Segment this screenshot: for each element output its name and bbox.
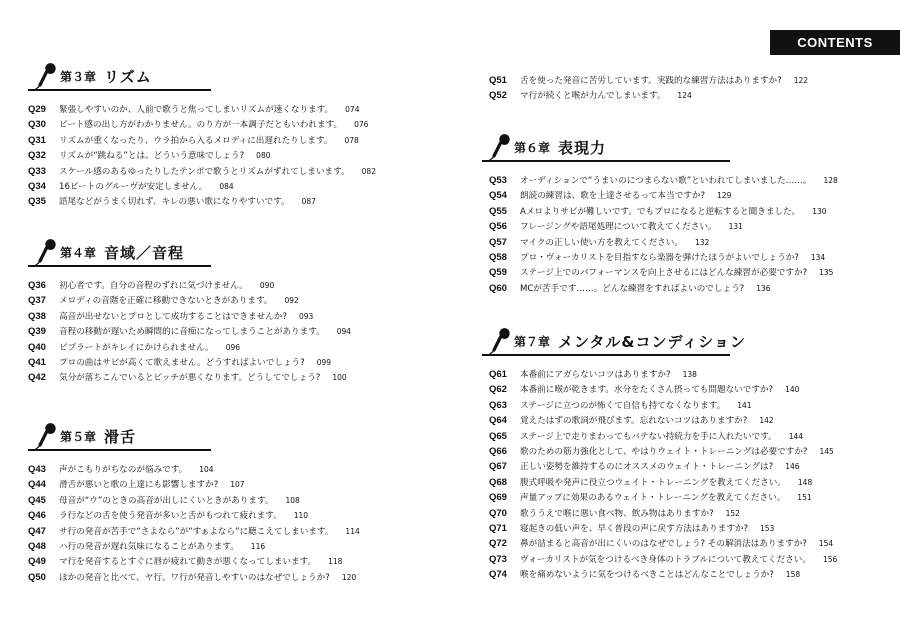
microphone-icon: [489, 327, 511, 355]
question-number: Q43: [28, 464, 46, 475]
question-text: プロの曲はサビが高くて歌えません。どうすればよいでしょう?: [59, 357, 305, 368]
microphone-icon: [35, 62, 57, 90]
toc-entry: [489, 281, 838, 296]
chapter-heading: [28, 236, 351, 270]
toc-entry: [28, 179, 376, 194]
question-text: 寝起きの低い声を、早く普段の声に戻す方法はありますか?: [520, 523, 748, 534]
question-number: Q61: [489, 369, 507, 380]
toc-entry: [489, 188, 838, 203]
question-number: Q70: [489, 507, 507, 519]
question-text: 母音が“ウ”のときの高音が出しにくいときがあります。: [59, 495, 274, 506]
toc-entry: [489, 382, 837, 397]
question-text: 腹式呼吸や発声に役立つウェイト・トレーニングを教えてください。: [520, 477, 786, 488]
question-text: 喉を痛めないように気をつけるべきことはどんなことでしょうか?: [520, 570, 774, 581]
toc-entry: [28, 324, 351, 339]
question-number: Q72: [489, 538, 507, 550]
toc-entry: [489, 367, 837, 382]
question-number: Q59: [489, 267, 507, 279]
question-text: マ行が続くと喉が力んでしまいます。: [520, 91, 666, 102]
question-list: [28, 462, 360, 585]
toc-entry: [489, 413, 837, 428]
page-number: 082: [361, 166, 376, 176]
page-number: 116: [250, 541, 266, 551]
question-number: Q71: [489, 522, 507, 534]
chapter-heading: [28, 420, 360, 454]
question-number: Q62: [489, 384, 507, 396]
page-number: 136: [756, 283, 771, 293]
question-number: Q67: [489, 461, 507, 473]
heading-rule: [482, 160, 730, 162]
chapter-section: [482, 325, 837, 582]
question-number: Q42: [28, 372, 46, 384]
toc-entry: [28, 477, 360, 492]
toc-entry: [489, 398, 837, 413]
toc-entry: [28, 102, 376, 117]
page-number: 153: [760, 523, 775, 533]
toc-entry: [28, 194, 376, 209]
heading-rule: [482, 354, 730, 356]
question-number: Q51: [489, 75, 507, 86]
question-text: ハ行の発音が遅れ気味になることがあります。: [59, 541, 239, 552]
question-text: 気分が落ちこんでいるとピッチが悪くなります。どうしてでしょう?: [59, 373, 321, 384]
toc-entry: [489, 475, 837, 490]
question-number: Q54: [489, 190, 507, 202]
question-text: 歌のための筋力強化として、やはりウェイト・トレーニングは必要ですか?: [520, 446, 808, 457]
page-number: 138: [682, 370, 697, 379]
toc-entry: [28, 355, 351, 370]
question-text: 声量アップに効果のあるウェイト・トレーニングを教えてください。: [520, 493, 786, 504]
question-number: Q47: [28, 525, 46, 537]
question-text: 滑舌が悪いと歌の上達にも影響しますか?: [59, 480, 219, 491]
toc-entry: [489, 567, 837, 582]
toc-entry: [489, 490, 837, 505]
question-text: マ行を発音するとすぐに唇が疲れて動きが悪くなってしまいます。: [59, 557, 317, 568]
chapter-title: リズム: [104, 68, 152, 86]
question-number: Q68: [489, 476, 507, 488]
question-number: Q65: [489, 430, 507, 442]
chapter-section: [482, 131, 838, 296]
question-number: Q64: [489, 415, 507, 427]
page-number: 156: [823, 554, 838, 564]
toc-entry: [28, 570, 360, 585]
toc-entry: [28, 539, 360, 554]
page-number: 135: [819, 268, 834, 278]
page-number: 092: [284, 296, 299, 306]
toc-entry: [28, 148, 376, 163]
toc-entry: [28, 524, 360, 539]
page-number: 144: [788, 431, 804, 441]
chapter-heading: [28, 60, 376, 94]
question-number: Q49: [28, 556, 46, 568]
question-number: Q52: [489, 90, 507, 102]
question-number: Q57: [489, 236, 507, 248]
page-number: 096: [225, 342, 241, 352]
question-number: Q32: [28, 150, 46, 162]
chapter-number: 第６章: [514, 141, 551, 155]
page-number: 154: [818, 539, 834, 549]
page-number: 158: [785, 570, 801, 580]
page-number: 090: [259, 281, 275, 290]
question-text: MCが苦手です……。どんな練習をすればよいのでしょう?: [520, 283, 745, 294]
page-number: 080: [256, 151, 271, 161]
question-number: Q41: [28, 356, 46, 368]
page-number: 104: [199, 465, 214, 474]
toc-entry: [489, 429, 837, 444]
toc-entry: [489, 219, 838, 234]
toc-entry: [489, 459, 837, 474]
page-number: 122: [793, 76, 809, 85]
question-number: Q53: [489, 175, 507, 186]
question-text: スケール感のあるゆったりしたテンポで歌うとリズムがずれてしまいます。: [59, 166, 350, 177]
question-number: Q44: [28, 479, 46, 491]
question-text: 高音が出せないとプロとして成功することはできませんか?: [59, 311, 287, 322]
page-number: 093: [299, 311, 314, 321]
toc-entry: [28, 340, 351, 355]
page-number: 084: [219, 181, 234, 191]
question-text: 正しい姿勢を維持するのにオススメのウェイト・トレーニングは?: [520, 462, 774, 473]
question-number: Q29: [28, 104, 46, 115]
question-text: ステージに立つのが怖くて自信も持てなくなります。: [520, 400, 726, 411]
page-number: 151: [797, 493, 812, 503]
question-text: 初心者です。自分の音程のずれに気づけません。: [59, 281, 248, 291]
question-text: オーディションで“うまいのにつまらない歌”といわれてしまいました……。: [520, 176, 812, 186]
question-number: Q38: [28, 310, 46, 322]
question-number: Q66: [489, 445, 507, 457]
question-text: マイクの正しい使い方を教えてください。: [520, 237, 683, 248]
question-number: Q31: [28, 134, 46, 146]
toc-entry: [489, 235, 838, 250]
question-text: ビブラートがキレイにかけられません。: [59, 342, 214, 353]
page-number: 107: [230, 480, 245, 490]
question-number: Q34: [28, 180, 46, 192]
question-text: プロ・ヴォーカリストを目指すなら楽器を弾けたほうがよいでしょうか?: [520, 252, 799, 263]
toc-entry: [489, 88, 808, 103]
page-number: 118: [328, 557, 343, 567]
toc-entry: [28, 278, 351, 293]
chapter-number: 第７章: [514, 335, 551, 349]
toc-entry: [28, 370, 351, 385]
page-number: 099: [316, 357, 332, 367]
toc-entry: [489, 552, 837, 567]
question-text: 本番前に喉が乾きます。水分をたくさん摂っても問題ないですか?: [520, 385, 774, 396]
toc-entry: [28, 309, 351, 324]
toc-entry: [489, 173, 838, 188]
page-number: 141: [737, 400, 752, 410]
page-number: 087: [301, 197, 316, 207]
question-text: 音程の移動が遅いため瞬間的に音痴になってしまうことがあります。: [59, 327, 325, 338]
toc-entry: [489, 444, 837, 459]
toc-entry: [28, 117, 376, 132]
question-list: [489, 367, 837, 582]
page-number: 134: [810, 252, 826, 262]
question-list: [489, 173, 838, 296]
question-number: Q74: [489, 569, 507, 581]
question-text: ラ行などの舌を使う発音が多いと舌がもつれて疲れます。: [59, 511, 282, 522]
question-list: [28, 278, 351, 386]
question-text: ヴォーカリストが気をつけるべき身体のトラブルについて教えてください。: [520, 554, 811, 565]
chapter-section: [28, 420, 360, 585]
chapter-heading: [482, 131, 838, 165]
question-text: リズムが重くなったり、ウラ拍から入るメロディに出遅れたりします。: [59, 135, 333, 146]
question-text: 声がこもりがちなのが悩みです。: [59, 465, 188, 475]
toc-entry: [28, 133, 376, 148]
question-text: 16ビートのグルーヴが安定しません。: [59, 181, 208, 192]
question-number: Q55: [489, 205, 507, 217]
question-text: リズムが“跳ねる”とは、どういう意味でしょう?: [59, 151, 245, 162]
toc-entry: [28, 293, 351, 308]
page-number: 129: [717, 191, 732, 201]
page-number: 094: [336, 327, 352, 337]
page-number: 146: [785, 462, 800, 472]
continued-list: [489, 73, 808, 104]
question-number: Q39: [28, 326, 46, 338]
chapter-number: 第５章: [60, 430, 97, 444]
question-number: Q63: [489, 399, 507, 411]
question-text: 歌ううえで喉に悪い食べ物、飲み物はありますか?: [520, 508, 714, 519]
question-text: 語尾などがうまく切れず、キレの悪い歌になりやすいです。: [59, 197, 290, 208]
toc-entry: [489, 506, 837, 521]
heading-rule: [28, 89, 211, 91]
page-number: 108: [285, 495, 300, 505]
question-number: Q46: [28, 510, 46, 522]
question-number: Q35: [28, 196, 46, 208]
toc-entry: [28, 554, 360, 569]
toc-entry: [489, 73, 808, 88]
page-number: 130: [812, 206, 827, 216]
page-number: 128: [823, 176, 838, 185]
page-number: 152: [725, 508, 740, 518]
page-number: 074: [345, 105, 360, 114]
question-number: Q36: [28, 280, 46, 291]
chapter-heading: [482, 325, 837, 359]
page-number: 124: [677, 91, 692, 101]
heading-rule: [28, 265, 211, 267]
microphone-icon: [35, 422, 57, 450]
heading-rule: [28, 449, 211, 451]
chapter-section: [28, 60, 376, 210]
question-number: Q48: [28, 540, 46, 552]
question-text: 緊張しやすいのか、人前で歌うと焦ってしまいリズムが速くなります。: [59, 105, 334, 115]
question-text: ステージ上でのパフォーマンスを向上させるにはどんな練習が必要ですか?: [520, 268, 808, 279]
question-text: ステージ上で走りまわってもバテない持続力を手に入れたいです。: [520, 431, 777, 442]
chapter-number: 第４章: [60, 246, 97, 260]
chapter-section: [28, 236, 351, 386]
question-text: ビート感の出し方がわかりません。のり方が一本調子だともいわれます。: [59, 120, 343, 131]
question-text: ほかの発音と比べて、ヤ行、ワ行が発音しやすいのはなぜでしょうか?: [59, 572, 330, 583]
question-text: 覚えたはずの歌詞が飛びます。忘れないコツはありますか?: [520, 416, 748, 427]
toc-entry: [489, 536, 837, 551]
question-number: Q50: [28, 571, 46, 583]
question-number: Q30: [28, 119, 46, 131]
question-text: 舌を使った発音に苦労しています。実践的な練習方法はありますか?: [520, 76, 782, 86]
page-number: 078: [344, 135, 359, 145]
question-text: サ行の発音が苦手で“さよなら”が“すぁよなら”に聴こえてしまいます。: [59, 526, 334, 537]
chapter-title: 滑舌: [104, 428, 137, 446]
toc-entry: [28, 493, 360, 508]
toc-entry: [489, 204, 838, 219]
question-number: Q37: [28, 295, 46, 307]
question-text: 朗読の練習は、歌を上達させるって本当ですか?: [520, 191, 706, 202]
chapter-title: 表現力: [558, 139, 607, 157]
page-number: 076: [354, 120, 369, 130]
page-number: 142: [759, 416, 774, 426]
question-text: 本番前にアガらないコツはありますか?: [520, 370, 671, 380]
toc-entry: [28, 164, 376, 179]
toc-entry: [489, 265, 838, 280]
question-number: Q33: [28, 165, 46, 177]
question-number: Q56: [489, 221, 507, 233]
question-number: Q45: [28, 494, 46, 506]
toc-entry: [28, 462, 360, 477]
question-text: フレージングや語尾処理について教えてください。: [520, 222, 717, 233]
contents-badge: CONTENTS: [770, 30, 900, 55]
page-number: 132: [694, 237, 710, 247]
page-number: 131: [728, 222, 743, 232]
page-number: 148: [797, 477, 813, 487]
chapter-number: 第３章: [60, 70, 97, 84]
microphone-icon: [489, 133, 511, 161]
page-number: 140: [785, 385, 800, 395]
question-number: Q40: [28, 341, 46, 353]
microphone-icon: [35, 238, 57, 266]
question-number: Q69: [489, 492, 507, 504]
toc-entry: [28, 508, 360, 523]
question-text: メロディの音階を正確に移動できないときがあります。: [59, 296, 273, 307]
question-number: Q73: [489, 553, 507, 565]
chapter-title: 音域／音程: [104, 244, 185, 262]
page-number: 110: [293, 511, 309, 521]
page-number: 114: [345, 526, 360, 536]
toc-entry: [489, 250, 838, 265]
question-number: Q58: [489, 251, 507, 263]
question-text: Aメロよりサビが難しいです。でもプロになると逆転すると聞きました。: [520, 206, 801, 217]
question-list: [28, 102, 376, 210]
page-number: 120: [341, 572, 357, 582]
question-text: 鼻が詰まると高音が出にくいのはなぜでしょう? その解消法はありますか?: [520, 539, 807, 550]
chapter-title: メンタル&コンディション: [558, 333, 746, 351]
question-number: Q60: [489, 282, 507, 294]
page-number: 145: [819, 446, 834, 456]
toc-entry: [489, 521, 837, 536]
page-number: 100: [332, 373, 347, 383]
